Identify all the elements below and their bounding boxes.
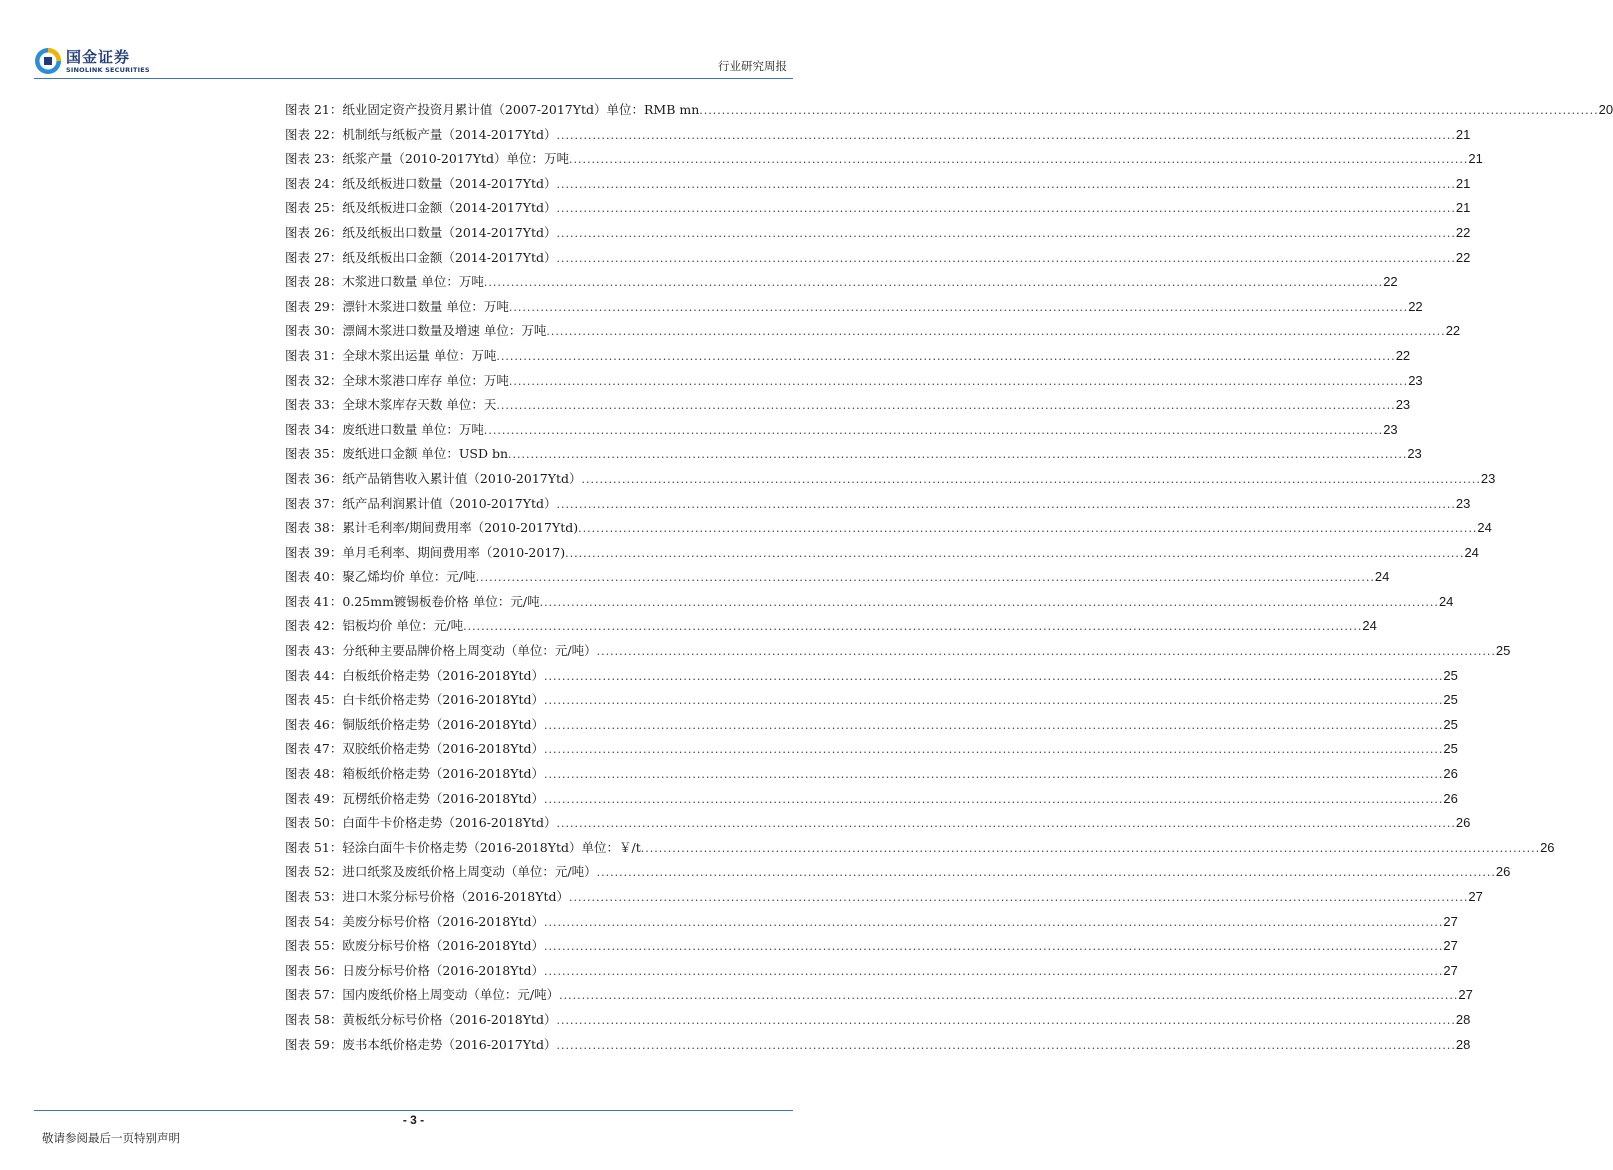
- toc-entry[interactable]: [285, 198, 1471, 223]
- toc-entry-label[interactable]: 图表 57：国内废纸价格上周变动（单位：元/吨）: [285, 987, 560, 1003]
- toc-entry-label[interactable]: 图表 29：漂针木浆进口数量 单位：万吨: [285, 298, 509, 314]
- disclaimer-text: 敬请参阅最后一页特别声明: [42, 1131, 180, 1145]
- toc-entry-label[interactable]: 图表 48：箱板纸价格走势（2016-2018Ytd）: [285, 766, 545, 782]
- toc-entry[interactable]: [285, 592, 1454, 617]
- dot-leader: ........................................................................................................................................................................................................: [544, 792, 1444, 806]
- toc-entry[interactable]: [285, 321, 1461, 346]
- dot-leader: ........................................................................................................................................................................................................: [546, 325, 1446, 339]
- toc-entry-label[interactable]: 图表 25：纸及纸板进口金额（2014-2017Ytd）: [285, 200, 557, 216]
- dot-leader: ........................................................................................................................................................................................................: [544, 940, 1444, 954]
- dot-leader: ........................................................................................................................................................................................................: [463, 620, 1363, 634]
- toc-entry[interactable]: [285, 862, 1511, 887]
- toc-entry-page[interactable]: 26: [1540, 839, 1555, 855]
- toc-entry-label[interactable]: 图表 49：瓦楞纸价格走势（2016-2018Ytd）: [285, 790, 545, 806]
- toc-entry-label[interactable]: 图表 24：纸及纸板进口数量（2014-2017Ytd）: [285, 175, 557, 191]
- dot-leader: ........................................................................................................................................................................................................: [508, 374, 1409, 388]
- toc-entry[interactable]: [285, 420, 1398, 445]
- toc-entry[interactable]: [285, 912, 1458, 937]
- toc-entry-label[interactable]: 图表 35：废纸进口金额 单位：USD bn: [285, 446, 508, 462]
- toc-entry-page[interactable]: 26: [1455, 815, 1471, 831]
- toc-entry-page[interactable]: 24: [1438, 593, 1454, 609]
- toc-entry-label[interactable]: 图表 33：全球木浆库存天数 单位：天: [285, 397, 497, 413]
- toc-entry-label[interactable]: 图表 26：纸及纸板出口数量（2014-2017Ytd）: [285, 224, 557, 240]
- toc-entry[interactable]: [285, 789, 1458, 814]
- dot-leader: ........................................................................................................................................................................................................: [539, 595, 1439, 609]
- toc-entry-page[interactable]: 26: [1443, 766, 1458, 782]
- toc-entry[interactable]: [285, 1010, 1471, 1035]
- toc-entry-page[interactable]: 27: [1468, 889, 1483, 904]
- toc-entry-label[interactable]: 图表 51：轻涂白面牛卡价格走势（2016-2018Ytd）单位：￥/t: [285, 839, 641, 855]
- toc-entry-page[interactable]: 27: [1443, 962, 1458, 978]
- dot-leader: ........................................................................................................................................................................................................: [699, 104, 1599, 117]
- toc-entry-label[interactable]: 图表 27：纸及纸板出口金额（2014-2017Ytd）: [285, 249, 557, 265]
- dot-leader: ........................................................................................................................................................................................................: [556, 1038, 1456, 1052]
- toc-entry-label[interactable]: 图表 59：废书本纸价格走势（2016-2017Ytd）: [285, 1036, 557, 1052]
- page-number: - 3 -: [402, 1113, 425, 1127]
- toc-entry[interactable]: [285, 567, 1390, 592]
- toc-entry[interactable]: [285, 813, 1471, 838]
- report-type: 行业研究周报: [718, 59, 787, 73]
- toc-entry-page[interactable]: 22: [1395, 347, 1411, 363]
- toc-entry[interactable]: [285, 961, 1458, 986]
- toc-entry-label[interactable]: 图表 43：分纸种主要品牌价格上周变动（单位：元/吨）: [285, 643, 597, 659]
- toc-entry[interactable]: [285, 641, 1511, 666]
- toc-entry-label[interactable]: 图表 45：白卡纸价格走势（2016-2018Ytd）: [285, 692, 545, 708]
- toc-entry-page[interactable]: 28: [1455, 1011, 1471, 1027]
- toc-entry-page[interactable]: 24: [1477, 520, 1492, 536]
- dot-leader: ........................................................................................................................................................................................................: [556, 817, 1456, 831]
- toc-entry-label[interactable]: 图表 56：日废分标号价格（2016-2018Ytd）: [285, 962, 545, 978]
- dot-leader: ........................................................................................................................................................................................................: [483, 276, 1384, 290]
- dot-leader: ........................................................................................................................................................................................................: [544, 743, 1444, 757]
- dot-leader: ........................................................................................................................................................................................................: [544, 718, 1444, 732]
- toc-entry-label[interactable]: 图表 55：欧废分标号价格（2016-2018Ytd）: [285, 938, 545, 954]
- toc-entry[interactable]: [285, 739, 1458, 764]
- toc-entry-page[interactable]: 25: [1443, 716, 1458, 732]
- toc-entry-page[interactable]: 21: [1455, 126, 1471, 142]
- dot-leader: ........................................................................................................................................................................................................: [544, 768, 1444, 782]
- toc-entry-label[interactable]: 图表 39：单月毛利率、期间费用率（2010-2017): [285, 544, 566, 560]
- toc-entry[interactable]: [285, 444, 1422, 469]
- dot-leader: ........................................................................................................................................................................................................: [556, 202, 1456, 216]
- toc-entry-label[interactable]: 图表 41：0.25mm镀锡板卷价格 单位：元/吨: [285, 593, 540, 609]
- dot-leader: ........................................................................................................................................................................................................: [556, 497, 1456, 511]
- toc-entry-page[interactable]: 22: [1455, 249, 1471, 265]
- toc-entry-page[interactable]: 22: [1383, 274, 1398, 290]
- dot-leader: ........................................................................................................................................................................................................: [559, 989, 1459, 1003]
- toc-entry-page[interactable]: 20: [1598, 102, 1613, 117]
- toc-entry-label[interactable]: 图表 50：白面牛卡价格走势（2016-2018Ytd）: [285, 815, 557, 831]
- toc-entry[interactable]: [285, 985, 1473, 1010]
- dot-leader: ........................................................................................................................................................................................................: [569, 153, 1469, 167]
- toc-entry-label[interactable]: 图表 42：铝板均价 单位：元/吨: [285, 618, 464, 634]
- toc-entry-page[interactable]: 27: [1443, 938, 1458, 954]
- toc-entry-page[interactable]: 23: [1455, 495, 1471, 511]
- toc-entry-page[interactable]: 24: [1464, 544, 1479, 560]
- logo-english-text: SINOLINK SECURITIES: [66, 66, 150, 74]
- toc-entry-page[interactable]: 25: [1443, 741, 1458, 757]
- dot-leader: ........................................................................................................................................................................................................: [544, 915, 1444, 929]
- toc-entry-page[interactable]: 23: [1395, 397, 1411, 413]
- toc-entry[interactable]: [285, 543, 1479, 568]
- toc-entry-label[interactable]: 图表 58：黄板纸分标号价格（2016-2018Ytd）: [285, 1011, 557, 1027]
- toc-entry-label[interactable]: 图表 30：漂阔木浆进口数量及增速 单位：万吨: [285, 323, 547, 339]
- toc-entry[interactable]: [285, 174, 1471, 199]
- toc-entry[interactable]: [285, 616, 1377, 641]
- dot-leader: ........................................................................................................................................................................................................: [544, 964, 1444, 978]
- toc-entry[interactable]: [285, 936, 1458, 961]
- dot-leader: ........................................................................................................................................................................................................: [565, 546, 1465, 560]
- dot-leader: ........................................................................................................................................................................................................: [556, 251, 1456, 265]
- toc-entry[interactable]: [285, 248, 1471, 273]
- logo-chinese-text: 国金证券: [66, 48, 131, 66]
- toc-entry[interactable]: [285, 395, 1411, 420]
- dot-leader: ........................................................................................................................................................................................................: [556, 1013, 1456, 1027]
- dot-leader: ........................................................................................................................................................................................................: [578, 522, 1478, 536]
- toc-entry-label[interactable]: 图表 23：纸浆产量（2010-2017Ytd）单位：万吨: [285, 151, 570, 167]
- toc-entry[interactable]: [285, 125, 1471, 150]
- sinolink-logo-icon: [34, 47, 62, 75]
- toc-entry[interactable]: [285, 149, 1483, 174]
- toc-entry[interactable]: [285, 887, 1483, 912]
- dot-leader: ........................................................................................................................................................................................................: [544, 694, 1444, 708]
- dot-leader: ........................................................................................................................................................................................................: [596, 645, 1496, 659]
- toc-entry-page[interactable]: 21: [1455, 175, 1471, 191]
- toc-entry-page[interactable]: 27: [1458, 987, 1473, 1003]
- toc-entry-label[interactable]: 图表 22：机制纸与纸板产量（2014-2017Ytd）: [285, 126, 557, 142]
- toc-entry-label[interactable]: 图表 28：木浆进口数量 单位：万吨: [285, 274, 484, 290]
- dot-leader: ........................................................................................................................................................................................................: [556, 177, 1456, 191]
- toc-entry[interactable]: [285, 518, 1492, 543]
- toc-entry-label[interactable]: 图表 53：进口木浆分标号价格（2016-2018Ytd）: [285, 889, 570, 904]
- toc-entry[interactable]: [285, 1035, 1471, 1060]
- toc-entry-page[interactable]: 22: [1408, 298, 1423, 314]
- toc-entry[interactable]: [285, 346, 1411, 371]
- toc-entry-page[interactable]: 24: [1374, 569, 1390, 585]
- toc-entry-page[interactable]: 23: [1408, 372, 1423, 388]
- toc-entry-page[interactable]: 23: [1480, 470, 1496, 486]
- toc-entry[interactable]: [285, 272, 1398, 297]
- toc-entry-page[interactable]: 25: [1495, 643, 1511, 659]
- dot-leader: ........................................................................................................................................................................................................: [596, 866, 1496, 880]
- dot-leader: ........................................................................................................................................................................................................: [569, 891, 1469, 904]
- toc-entry-label[interactable]: 图表 52：进口纸浆及废纸价格上周变动（单位：元/吨）: [285, 864, 597, 880]
- toc-entry-label[interactable]: 图表 31：全球木浆出运量 单位：万吨: [285, 347, 497, 363]
- toc-entry-label[interactable]: 图表 37：纸产品利润累计值（2010-2017Ytd）: [285, 495, 557, 511]
- toc-entry[interactable]: [285, 100, 1613, 125]
- toc-entry-label[interactable]: 图表 36：纸产品销售收入累计值（2010-2017Ytd）: [285, 470, 582, 486]
- toc-entry-page[interactable]: 27: [1443, 913, 1458, 929]
- toc-entry-label[interactable]: 图表 34：废纸进口数量 单位：万吨: [285, 421, 484, 437]
- dot-leader: ........................................................................................................................................................................................................: [556, 128, 1456, 142]
- toc-entry[interactable]: [285, 371, 1423, 396]
- toc-entry[interactable]: [285, 297, 1423, 322]
- toc-entry-page[interactable]: 21: [1455, 200, 1471, 216]
- toc-entry[interactable]: [285, 666, 1458, 691]
- toc-entry-page[interactable]: 26: [1443, 790, 1458, 806]
- toc-entry-page[interactable]: 26: [1495, 864, 1511, 880]
- toc-entry[interactable]: [285, 838, 1555, 863]
- toc-entry[interactable]: [285, 494, 1471, 519]
- dot-leader: ........................................................................................................................................................................................................: [483, 423, 1384, 437]
- figure-index-list: [285, 100, 1613, 1059]
- toc-entry[interactable]: [285, 715, 1458, 740]
- toc-entry-label[interactable]: 图表 47：双胶纸价格走势（2016-2018Ytd）: [285, 741, 545, 757]
- dot-leader: ........................................................................................................................................................................................................: [508, 448, 1408, 462]
- toc-entry-page[interactable]: 24: [1362, 618, 1377, 634]
- footer-divider: [34, 1110, 793, 1111]
- header-divider: [34, 78, 793, 79]
- toc-entry-page[interactable]: 25: [1443, 667, 1458, 683]
- toc-entry-label[interactable]: 图表 54：美废分标号价格（2016-2018Ytd）: [285, 913, 545, 929]
- dot-leader: ........................................................................................................................................................................................................: [508, 300, 1409, 314]
- dot-leader: ........................................................................................................................................................................................................: [496, 399, 1396, 413]
- toc-entry-page[interactable]: 22: [1455, 224, 1471, 240]
- toc-entry-label[interactable]: 图表 32：全球木浆港口库存 单位：万吨: [285, 372, 509, 388]
- dot-leader: ........................................................................................................................................................................................................: [496, 349, 1396, 363]
- dot-leader: ........................................................................................................................................................................................................: [475, 571, 1375, 585]
- toc-entry-page[interactable]: 21: [1468, 151, 1483, 167]
- toc-entry-label[interactable]: 图表 44：白板纸价格走势（2016-2018Ytd）: [285, 667, 545, 683]
- toc-entry-page[interactable]: 28: [1455, 1036, 1471, 1052]
- toc-entry-label[interactable]: 图表 46：铜版纸价格走势（2016-2018Ytd）: [285, 716, 545, 732]
- dot-leader: ........................................................................................................................................................................................................: [640, 841, 1541, 855]
- page-header: [0, 0, 827, 80]
- toc-entry-page[interactable]: 23: [1407, 446, 1422, 462]
- toc-entry-page[interactable]: 23: [1383, 421, 1398, 437]
- toc-entry[interactable]: [285, 764, 1458, 789]
- toc-entry-label[interactable]: 图表 38：累计毛利率/期间费用率（2010-2017Ytd): [285, 520, 579, 536]
- dot-leader: ........................................................................................................................................................................................................: [544, 669, 1444, 683]
- toc-entry[interactable]: [285, 469, 1496, 494]
- toc-entry-page[interactable]: 22: [1445, 323, 1461, 339]
- toc-entry[interactable]: [285, 223, 1471, 248]
- toc-entry-label[interactable]: 图表 21：纸业固定资产投资月累计值（2007-2017Ytd）单位：RMB mn: [285, 102, 700, 117]
- company-logo: [34, 46, 164, 80]
- toc-entry-page[interactable]: 25: [1443, 692, 1458, 708]
- toc-entry-label[interactable]: 图表 40：聚乙烯均价 单位：元/吨: [285, 569, 476, 585]
- dot-leader: ........................................................................................................................................................................................................: [556, 226, 1456, 240]
- toc-entry[interactable]: [285, 690, 1458, 715]
- dot-leader: ........................................................................................................................................................................................................: [581, 472, 1481, 486]
